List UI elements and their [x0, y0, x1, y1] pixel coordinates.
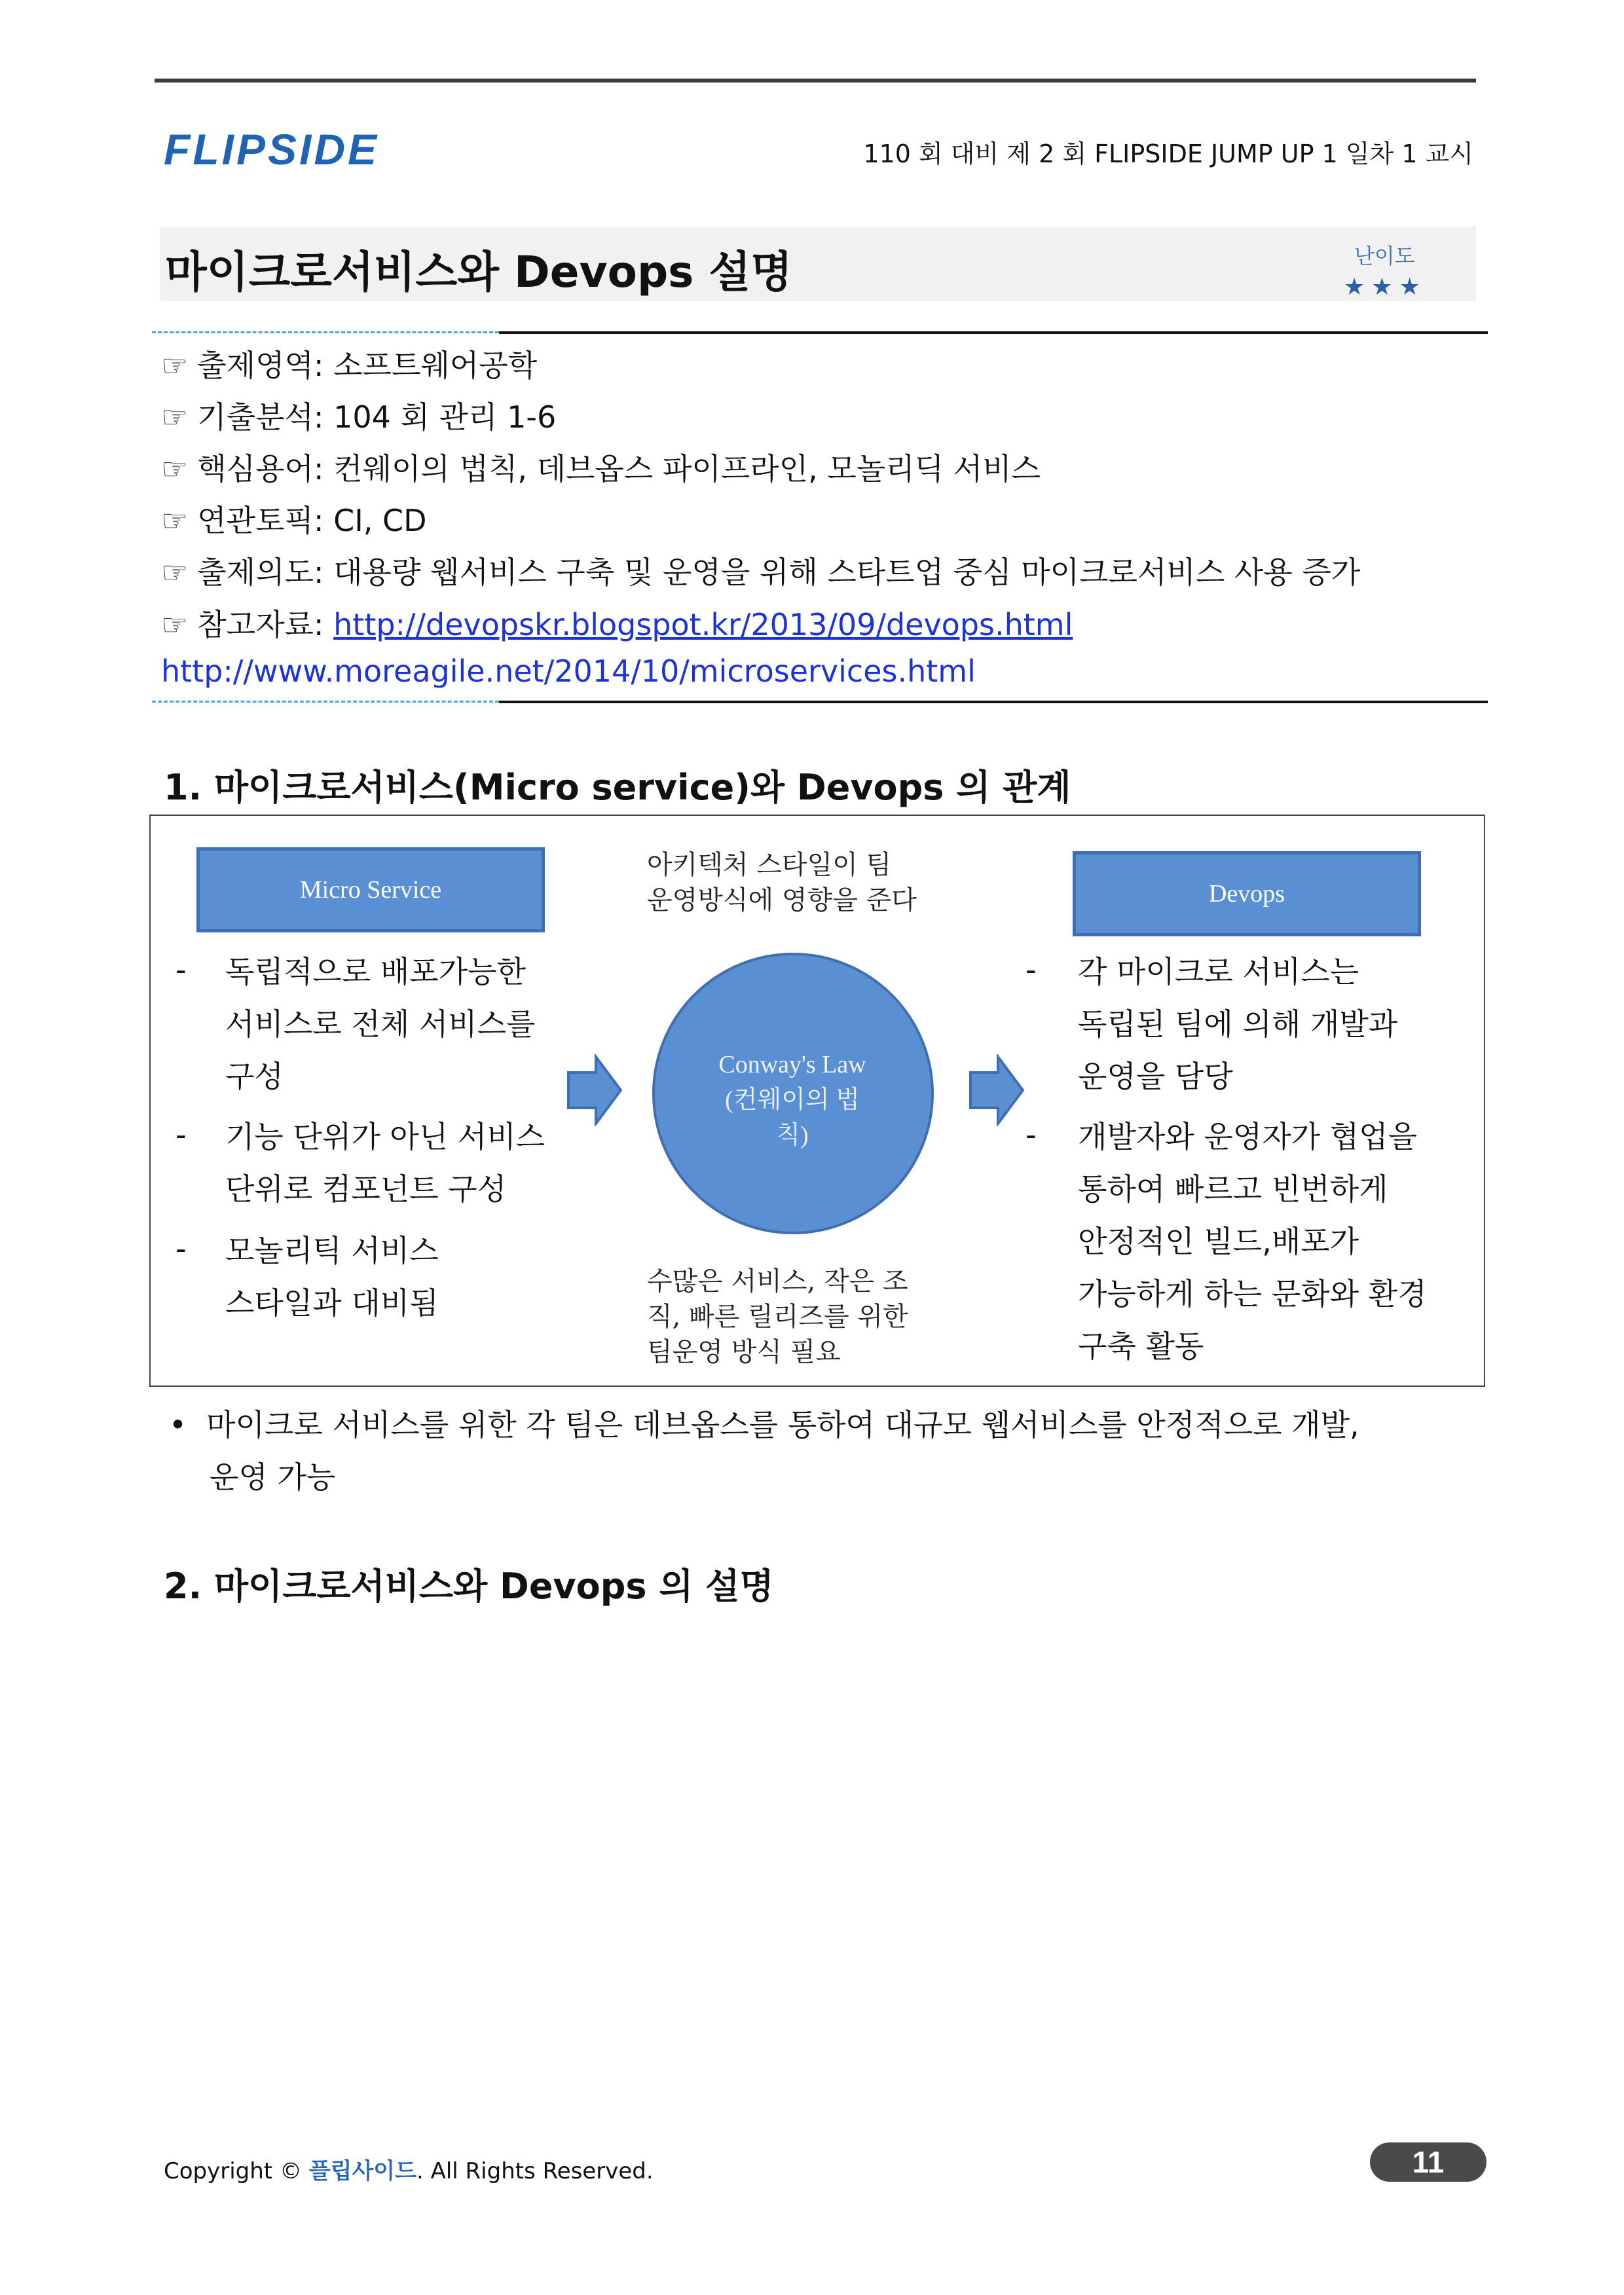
brand-name: 플립사이드 — [308, 2158, 416, 2184]
flipside-logo: FLIPSIDE — [164, 125, 380, 174]
list-item — [1078, 946, 1397, 1103]
list-item — [225, 1111, 545, 1215]
circle-line-2: (컨웨이의 법 — [725, 1086, 860, 1114]
info-reference — [161, 601, 1073, 644]
reference-link-moreagile[interactable]: http://www.moreagile.net/2014/10/microservices.html — [161, 653, 976, 689]
list-dash: - — [175, 1117, 187, 1152]
info-divider-dashed-top — [152, 331, 499, 333]
list-item — [1078, 1111, 1427, 1372]
list-item-line: 각 마이크로 서비스는 — [1078, 954, 1359, 989]
page-number: 11 — [1370, 2142, 1486, 2182]
conways-law-circle — [652, 953, 934, 1234]
copyright-text: Copyright © — [164, 2158, 309, 2184]
list-item-line: 개발자와 운영자가 협업을 — [1078, 1119, 1418, 1154]
section1-note-line-2: 운영 가능 — [210, 1460, 336, 1495]
list-item-line: 기능 단위가 아닌 서비스 — [225, 1119, 545, 1154]
arrow-right-icon — [567, 1054, 622, 1126]
exam-session-note: 110 회 대비 제 2 회 FLIPSIDE JUMP UP 1 일차 1 교시 — [863, 139, 1473, 168]
list-dash: - — [175, 952, 187, 987]
info-area-text: 출제영역: 소프트웨어공학 — [197, 348, 538, 383]
conways-law-label — [694, 1047, 891, 1153]
reference-link-devopskr[interactable]: http://devopskr.blogspot.kr/2013/09/devops.html — [333, 607, 1073, 642]
list-item-line: 모놀리틱 서비스 — [225, 1233, 439, 1268]
info-divider-top — [499, 331, 1488, 334]
pointing-hand-icon: ☞ — [161, 607, 189, 642]
list-item-line: 스타일과 대비됨 — [225, 1285, 439, 1321]
info-topics — [161, 497, 427, 540]
list-dash: - — [1025, 952, 1037, 987]
info-terms — [161, 445, 1041, 488]
list-item-line: 단위로 컴포넌트 구성 — [225, 1171, 507, 1207]
page-title: 마이크로서비스와 Devops 설명 — [165, 247, 792, 297]
team-operation-text — [647, 1264, 939, 1370]
architecture-effect-line-2: 운영방식에 영향을 준다 — [647, 885, 917, 915]
team-operation-line-3: 팀운영 방식 필요 — [647, 1337, 841, 1367]
architecture-effect-line-1: 아키텍처 스타일이 팀 — [647, 850, 892, 880]
copyright-footer — [164, 2153, 654, 2185]
difficulty-stars-icon: ★★★ — [1344, 274, 1427, 301]
devops-box: Devops — [1073, 851, 1421, 936]
info-reference-2 — [161, 653, 976, 689]
list-item-line: 독립적으로 배포가능한 — [225, 954, 526, 989]
header-rule — [155, 79, 1476, 83]
rights-text: . All Rights Reserved. — [416, 2158, 654, 2184]
architecture-effect-text — [647, 847, 939, 918]
pointing-hand-icon: ☞ — [161, 451, 189, 487]
pointing-hand-icon: ☞ — [161, 399, 189, 435]
list-item-line: 통하여 빠르고 빈번하게 — [1078, 1171, 1388, 1207]
info-topics-text: 연관토픽: CI, CD — [197, 503, 427, 538]
info-past — [161, 394, 556, 437]
info-intent-text: 출제의도: 대용량 웹서비스 구축 및 운영을 위해 스타트업 중심 마이크로서비스 사용 증가 — [197, 555, 1361, 590]
bullet-icon: • — [169, 1407, 187, 1442]
list-item — [225, 946, 536, 1103]
list-item-line: 독립된 팀에 의해 개발과 — [1078, 1006, 1398, 1042]
info-divider-bottom — [499, 701, 1488, 703]
pointing-hand-icon: ☞ — [161, 348, 189, 383]
section1-heading: 1. 마이크로서비스(Micro service)와 Devops 의 관계 — [164, 767, 1071, 808]
info-intent — [161, 549, 1360, 592]
list-item-line: 서비스로 전체 서비스를 — [225, 1006, 536, 1042]
list-item-line: 구성 — [225, 1059, 284, 1094]
pointing-hand-icon: ☞ — [161, 503, 189, 538]
section1-note — [169, 1401, 1359, 1444]
list-item-line: 안정적인 빌드,배포가 — [1078, 1224, 1359, 1259]
pointing-hand-icon: ☞ — [161, 555, 189, 590]
difficulty-label: 난이도 — [1354, 244, 1415, 268]
micro-service-box: Micro Service — [196, 847, 545, 932]
team-operation-line-1: 수많은 서비스, 작은 조 — [647, 1266, 908, 1296]
list-item-line: 가능하게 하는 문화와 환경 — [1078, 1276, 1427, 1312]
team-operation-line-2: 직, 빠른 릴리즈를 위한 — [647, 1302, 908, 1332]
info-divider-dashed-bottom — [152, 701, 499, 703]
section2-heading: 2. 마이크로서비스와 Devops 의 설명 — [164, 1566, 774, 1607]
info-ref-label: 참고자료: — [197, 607, 334, 642]
info-area — [161, 342, 537, 385]
arrow-right-icon — [969, 1054, 1024, 1126]
section1-note-line-1: 마이크로 서비스를 위한 각 팀은 데브옵스를 통하여 대규모 웹서비스를 안정적으로 개발, — [206, 1407, 1359, 1442]
list-dash: - — [1025, 1117, 1037, 1152]
circle-line-1: Conway's Law — [718, 1051, 866, 1078]
list-dash: - — [175, 1231, 187, 1266]
list-item — [225, 1224, 439, 1329]
info-terms-text: 핵심용어: 컨웨이의 법칙, 데브옵스 파이프라인, 모놀리딕 서비스 — [197, 451, 1041, 487]
info-past-text: 기출분석: 104 회 관리 1-6 — [197, 399, 557, 435]
list-item-line: 운영을 담당 — [1078, 1059, 1233, 1094]
list-item-line: 구축 활동 — [1078, 1329, 1204, 1364]
circle-line-3: 칙) — [776, 1122, 809, 1149]
